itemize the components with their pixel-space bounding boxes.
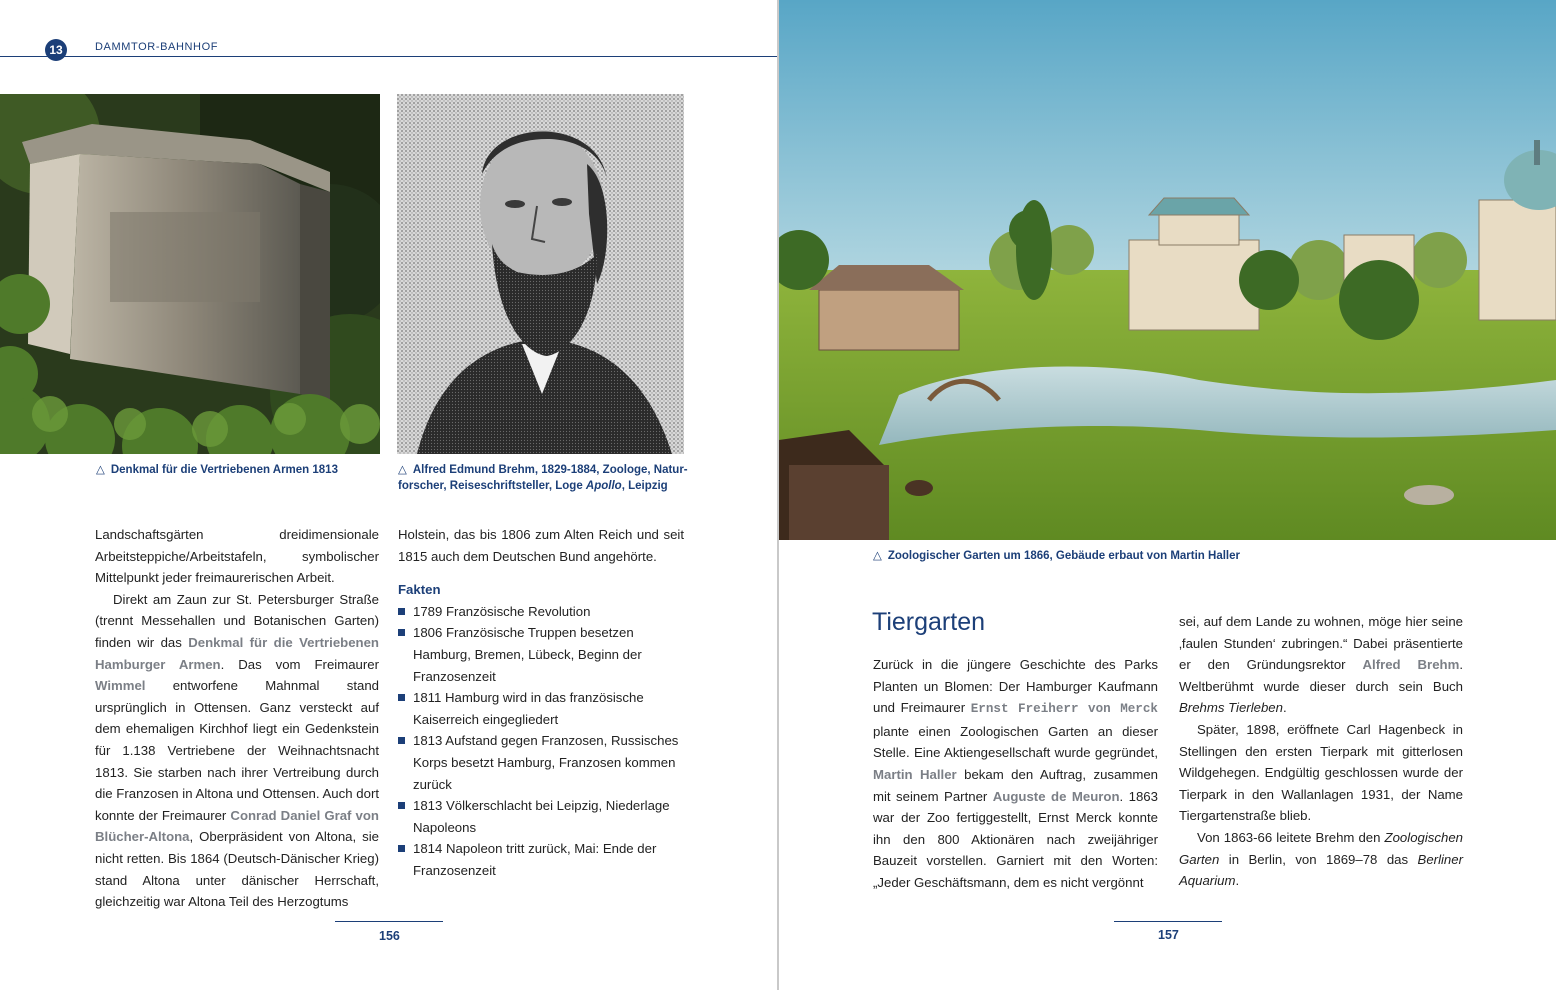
highlight-name: Alfred Brehm	[1362, 657, 1460, 673]
fact-item: 1813 Völkerschlacht bei Leipzig, Niederlage Napoleons	[398, 795, 684, 838]
bullet-square-icon	[398, 845, 405, 852]
zoo-caption: △ Zoologischer Garten um 1866, Gebäude erbaut von Martin Haller	[873, 550, 1240, 562]
fact-item: 1789 Französische Revolution	[398, 601, 684, 623]
bullet-square-icon	[398, 608, 405, 615]
bullet-square-icon	[398, 802, 405, 809]
right-text-column-2	[1179, 611, 1463, 892]
running-header-title: DAMMTOR-BAHNHOF	[95, 41, 219, 53]
page-number: 156	[379, 929, 400, 943]
left-text-column-2	[398, 524, 684, 882]
facts-heading: Fakten	[398, 582, 441, 598]
bullet-square-icon	[398, 629, 405, 636]
zoo-painting	[779, 0, 1556, 540]
section-heading: Tiergarten	[872, 608, 986, 636]
paragraph: Landschaftsgärten dreidimensionale Arbeitsteppiche/Arbeitstafeln, symbolischer Mittelpunkt jeder freimaurerischen Arbeit.	[95, 527, 379, 586]
page-number: 157	[1158, 928, 1179, 942]
highlight-name: Conrad Daniel Graf von Blücher-Altona	[95, 807, 379, 845]
caption-triangle-icon: △	[873, 550, 882, 562]
highlight-name: Auguste de Meuron	[992, 788, 1120, 804]
monument-caption: △ Denkmal für die Vertriebenen Armen 1813	[96, 464, 338, 476]
paragraph: Holstein, das bis 1806 zum Alten Reich und seit 1815 auch dem Deutschen Bund angehörte.	[398, 527, 684, 564]
highlight-name: Wimmel	[95, 678, 146, 694]
paragraph: Später, 1898, eröffnete Carl Hagenbeck in Stellingen den ersten Tierpark mit gitterlosen Wildgehegen. Endgültig geschlossen wurde der Tierpark in den Wallanlagen 1931, der Name Tiergartenstraße blieb.	[1179, 721, 1463, 824]
fact-item: 1806 Französische Truppen besetzen Hamburg, Bremen, Lübeck, Beginn der Franzosenzeit	[398, 622, 684, 687]
left-text-column-1	[95, 524, 379, 913]
highlight-name: Martin Haller	[873, 766, 957, 782]
caption-triangle-icon: △	[398, 464, 407, 476]
highlight-name: Denkmal für die Vertriebenen Hamburger Armen	[95, 634, 379, 672]
bullet-square-icon	[398, 694, 405, 701]
paragraph: Von 1863-66 leitete Brehm den Zoologischen Garten in Berlin, von 1869–78 das Berliner Aquarium.	[1179, 829, 1463, 889]
right-page	[779, 0, 1556, 990]
page-number-rule	[1114, 921, 1222, 922]
page-number-rule	[335, 921, 443, 922]
fact-item: 1811 Hamburg wird in das französische Kaiserreich eingegliedert	[398, 687, 684, 730]
right-text-column-1	[873, 654, 1158, 894]
fact-item: 1814 Napoleon tritt zurück, Mai: Ende der Franzosenzeit	[398, 838, 684, 881]
header-rule	[0, 56, 777, 57]
facts-list	[398, 601, 684, 882]
bullet-square-icon	[398, 737, 405, 744]
caption-triangle-icon: △	[96, 464, 105, 476]
chapter-number-badge: 13	[45, 39, 67, 61]
fact-item: 1813 Aufstand gegen Franzosen, Russisches Korps besetzt Hamburg, Franzosen kommen zurück	[398, 730, 684, 795]
left-page	[0, 0, 777, 990]
highlight-name: Ernst Freiherr von Merck	[970, 702, 1158, 717]
paragraph: Direkt am Zaun zur St. Petersburger Straße (trennt Messehallen und Botanischen Garten) finden wir das Denkmal für die Vertriebenen Hamburger Armen. Das vom Freimaurer Wimmel entworfene Mahnmal stand ursprünglich in Ottensen. Ganz versteckt auf dem ehemaligen Kirchhof liegt ein Gedenkstein für 1.138 Vertriebene der Weihnachtsnacht 1813. Sie starben nach ihrer Vertreibung durch die Franzosen in Altona und Ottensen. Auch dort konnte der Freimaurer Conrad Daniel Graf von Blücher-Altona, Oberpräsident von Altona, sie nicht retten. Bis 1864 (Deutsch-Dänischer Krieg) stand Altona unter dänischer Herrschaft, gleichzeitig war Altona Teil des Herzogtums	[95, 591, 379, 910]
monument-photo	[0, 94, 380, 454]
paragraph: sei, auf dem Lande zu wohnen, möge hier seine ‚faulen Stunden‘ zubringen.“ Dabei präsentierte er den Gründungsrektor Alfred Brehm. Weltberühmt wurde dieser durch sein Buch Brehms Tierleben.	[1179, 614, 1463, 716]
paragraph: Zurück in die jüngere Geschichte des Parks Planten un Blomen: Der Hamburger Kaufmann und Freimaurer Ernst Freiherr von Merck plante einen Zoologischen Garten an dieser Stelle. Eine Aktiengesellschaft wurde gegründet, Martin Haller bekam den Auftrag, zusammen mit seinem Partner Auguste de Meuron. 1863 war der Zoo fertiggestellt, Ernst Merck konnte ihn den 800 Aktionären nach zweijähriger Bauzeit vorstellen. Garniert mit den Worten: „Jeder Geschäftsmann, dem es nicht vergönnt	[873, 657, 1158, 890]
portrait-caption: △ Alfred Edmund Brehm, 1829-1884, Zoologe, Natur- forscher, Reiseschriftsteller, Loge Apollo, Leipzig	[398, 464, 688, 492]
brehm-portrait	[397, 94, 684, 454]
